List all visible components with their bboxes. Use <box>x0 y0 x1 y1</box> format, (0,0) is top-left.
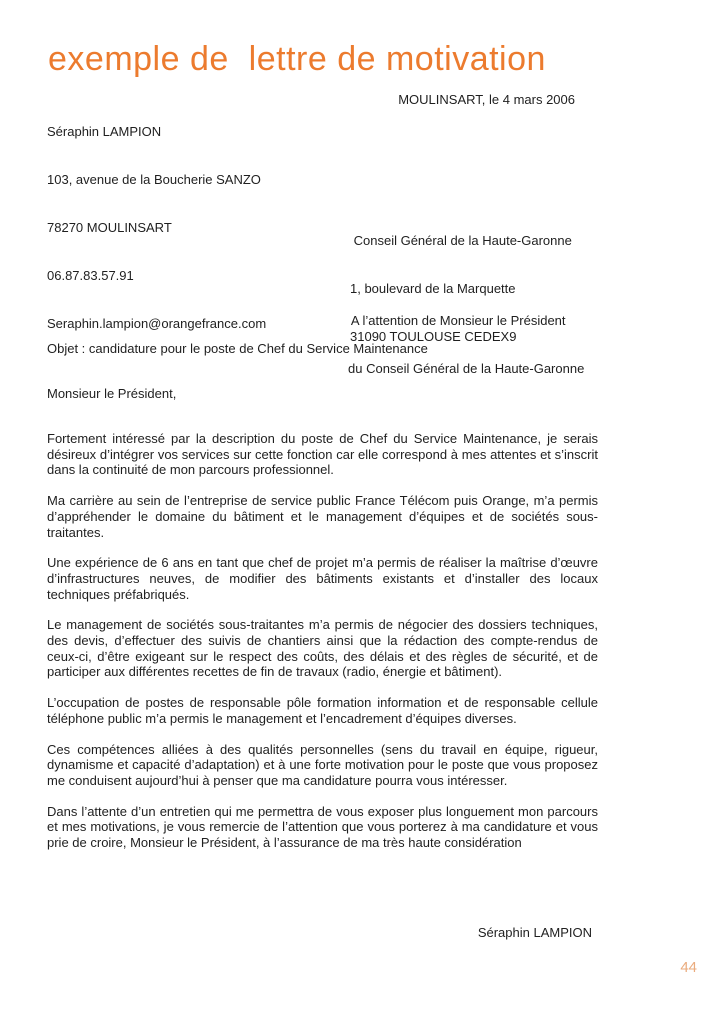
attention-line-2: du Conseil Général de la Haute-Garonne <box>348 361 585 376</box>
letter-paragraph: Ma carrière au sein de l’entreprise de service public France Télécom puis Orange, m’a permis d’appréhender le domaine du bâtiment et le management d’équipes et de sociétés sous-traitantes. <box>47 493 598 540</box>
letter-paragraph: Ces compétences alliées à des qualités personnelles (sens du travail en équipe, rigueur, dynamisme et capacité d’adaptation) et à une forte motivation pour le poste que vous proposez me conduisent aujourd’hui à penser que ma candidature pourra vous intéresser. <box>47 741 598 788</box>
letter-body <box>47 431 598 866</box>
attention-line-1: A l’attention de Monsieur le Président <box>348 313 566 328</box>
letter-paragraph: Fortement intéressé par la description du poste de Chef du Service Maintenance, je serais désireux d’intégrer vos services sur cette fonction car elle correspond à mes attentes et s’inscrit dans la continuité de mon parcours professionnel. <box>47 431 598 478</box>
sender-street: 103, avenue de la Boucherie SANZO <box>47 172 261 187</box>
sender-block <box>47 92 266 364</box>
sender-name: Séraphin LAMPION <box>47 124 162 139</box>
sender-phone: 06.87.83.57.91 <box>47 268 134 283</box>
subject-line: Objet : candidature pour le poste de Chef du Service Maintenance <box>47 341 428 356</box>
letter-paragraph: Une expérience de 6 ans en tant que chef de projet m’a permis de réaliser la maîtrise d’œuvre d’infrastructures neuves, de modifier des bâtiments existants et d’installer des locaux techniques préfabriqués. <box>47 555 598 602</box>
sender-city: 78270 MOULINSART <box>47 220 172 235</box>
salutation: Monsieur le Président, <box>47 386 177 401</box>
recipient-city: 31090 TOULOUSE CEDEX9 <box>350 329 517 344</box>
recipient-name: Conseil Général de la Haute-Garonne <box>350 233 572 248</box>
signature: Séraphin LAMPION <box>477 925 592 940</box>
sender-email: Seraphin.lampion@orangefrance.com <box>47 316 267 331</box>
letter-paragraph: L’occupation de postes de responsable pôle formation information et de responsable cellule téléphone public m’a permis le management et l’encadrement d’équipes diverses. <box>47 695 598 726</box>
page-title: exemple de lettre de motivation <box>48 40 546 78</box>
page-number: 44 <box>680 959 697 976</box>
date-line: MOULINSART, le 4 mars 2006 <box>398 92 575 107</box>
letter-paragraph: Dans l’attente d’un entretien qui me permettra de vous exposer plus longuement mon parcours et mes motivations, je vous remercie de l’attention que vous porterez à ma candidature et vous prie de croire, Monsieur le Président, à l’assurance de ma très haute considération <box>47 803 598 851</box>
recipient-street: 1, boulevard de la Marquette <box>350 281 516 296</box>
letter-paragraph: Le management de sociétés sous-traitantes m’a permis de négocier des dossiers techniques, des devis, d’effectuer des suivis de chantiers ainsi que la rédaction des compte-rendus de ceux-ci, d’être exigeant sur le respect des coûts, des délais et des règles de sécurité, et de participer aux différentes recettes de fin de travaux (radio, énergie et bâtiment). <box>47 617 598 680</box>
